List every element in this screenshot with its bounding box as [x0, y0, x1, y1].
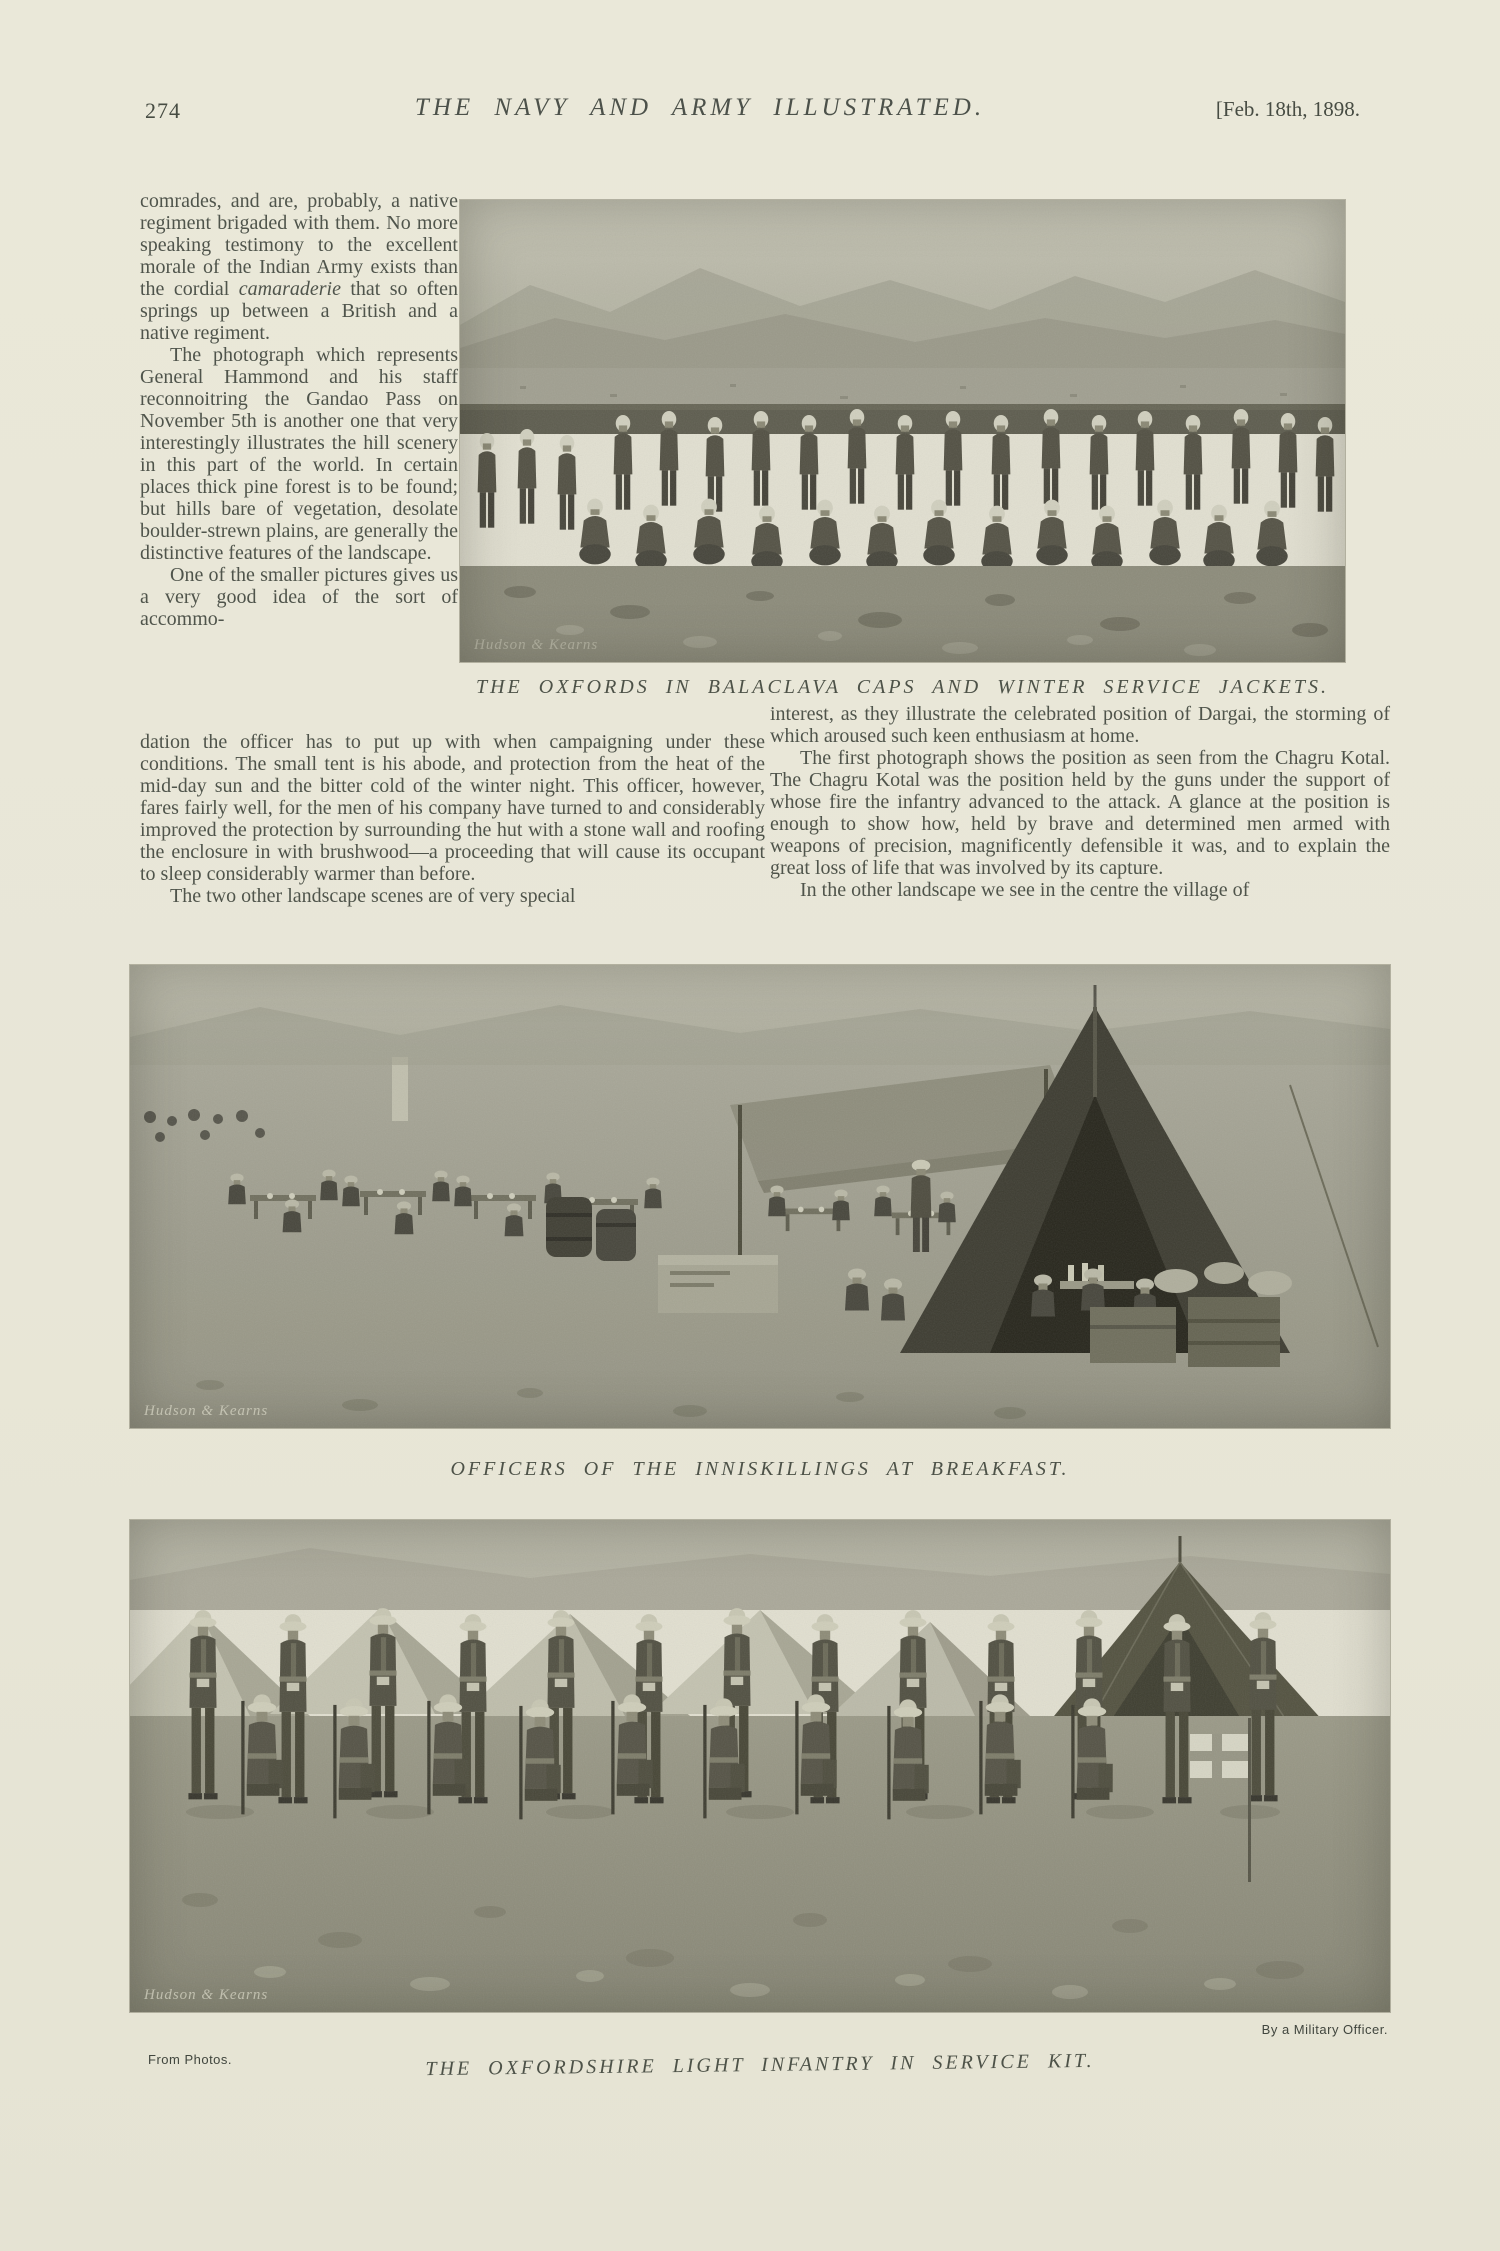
article-column-left — [140, 190, 458, 630]
photo-inniskillings-breakfast — [130, 965, 1390, 1428]
paragraph: dation the officer has to put up with when campaigning under these conditions. The small tent is his abode, and protection from the heat of the mid-day sun and the bitter cold of the winter night. This officer, however, fares fairly well, for the men of his company have turned to and considerably improved the protection by surrounding the hut with a stone wall and roofing the enclosure in with brushwood—a proceeding that will cause its occupant to sleep considerably warmer than before. — [140, 731, 765, 885]
photo-caption-inniskillings: OFFICERS OF THE INNISKILLINGS AT BREAKFAST. — [450, 1458, 1070, 1480]
photo-oxfordshire-illustration — [130, 1520, 1390, 2012]
photo-oxfords-illustration — [460, 200, 1345, 662]
photo-credit-hudson-kearns: Hudson & Kearns — [474, 637, 599, 653]
paragraph-italic-word: camaraderie — [238, 278, 341, 300]
paragraph — [140, 190, 458, 344]
article-right-column — [770, 703, 1390, 901]
photo-oxfords-balaclava — [460, 200, 1345, 662]
from-photos-note: From Photos. — [148, 2052, 233, 2067]
paragraph-text: that so often springs up between a British and a native regiment. — [140, 278, 458, 344]
byline-note: By a Military Officer. — [1261, 2022, 1388, 2037]
article-left-wide-column — [140, 731, 765, 907]
paragraph: One of the smaller pictures gives us a very good idea of the sort of accommo- — [140, 564, 458, 630]
photo-caption-oxfords: THE OXFORDS IN BALACLAVA CAPS AND WINTER SERVICE JACKETS. — [475, 676, 1330, 698]
paragraph: The two other landscape scenes are of very special — [170, 885, 576, 907]
photo-credit-hudson-kearns: Hudson & Kearns — [144, 1987, 269, 2003]
paragraph: The first photograph shows the position as seen from the Chagru Kotal. The Chagru Kotal was the position held by the guns under the support of whose fire the infantry advanced to the attack. A glance at the position is enough to show how, held by brave and determined men armed with weapons of precision, magnificently defensible it was, and to explain the great loss of life that was involved by its capture. — [770, 747, 1390, 879]
photo-credit-hudson-kearns: Hudson & Kearns — [144, 1403, 269, 1419]
photo-inniskillings-illustration — [130, 965, 1390, 1428]
header-title: THE NAVY AND ARMY ILLUSTRATED. — [414, 94, 986, 121]
photo-caption-oxfordshire: THE OXFORDSHIRE LIGHT INFANTRY IN SERVICE KIT. — [425, 2049, 1095, 2081]
paragraph: The photograph which represents General Hammond and his staff reconnoitring the Gandao Pass on November 5th is another one that very interestingly illustrates the hill scenery in this part of the world. In certain places thick pine forest is to be found; but hills bare of vegetation, desolate boulder-strewn plains, are generally the distinctive features of the landscape. — [140, 344, 458, 564]
paragraph: In the other landscape we see in the centre the village of — [800, 879, 1250, 901]
paragraph-text: comrades, and are, probably, a native regiment brigaded with them. No more speaking testimony to the excellent morale of the Indian Army exists than the cordial — [140, 190, 458, 300]
header-date: [Feb. 18th, 1898. — [1215, 97, 1360, 121]
paragraph: interest, as they illustrate the celebrated position of Dargai, the storming of which aroused such keen enthusiasm at home. — [770, 703, 1390, 747]
photo-oxfordshire-infantry — [130, 1520, 1390, 2012]
page-number: 274 — [145, 98, 181, 123]
